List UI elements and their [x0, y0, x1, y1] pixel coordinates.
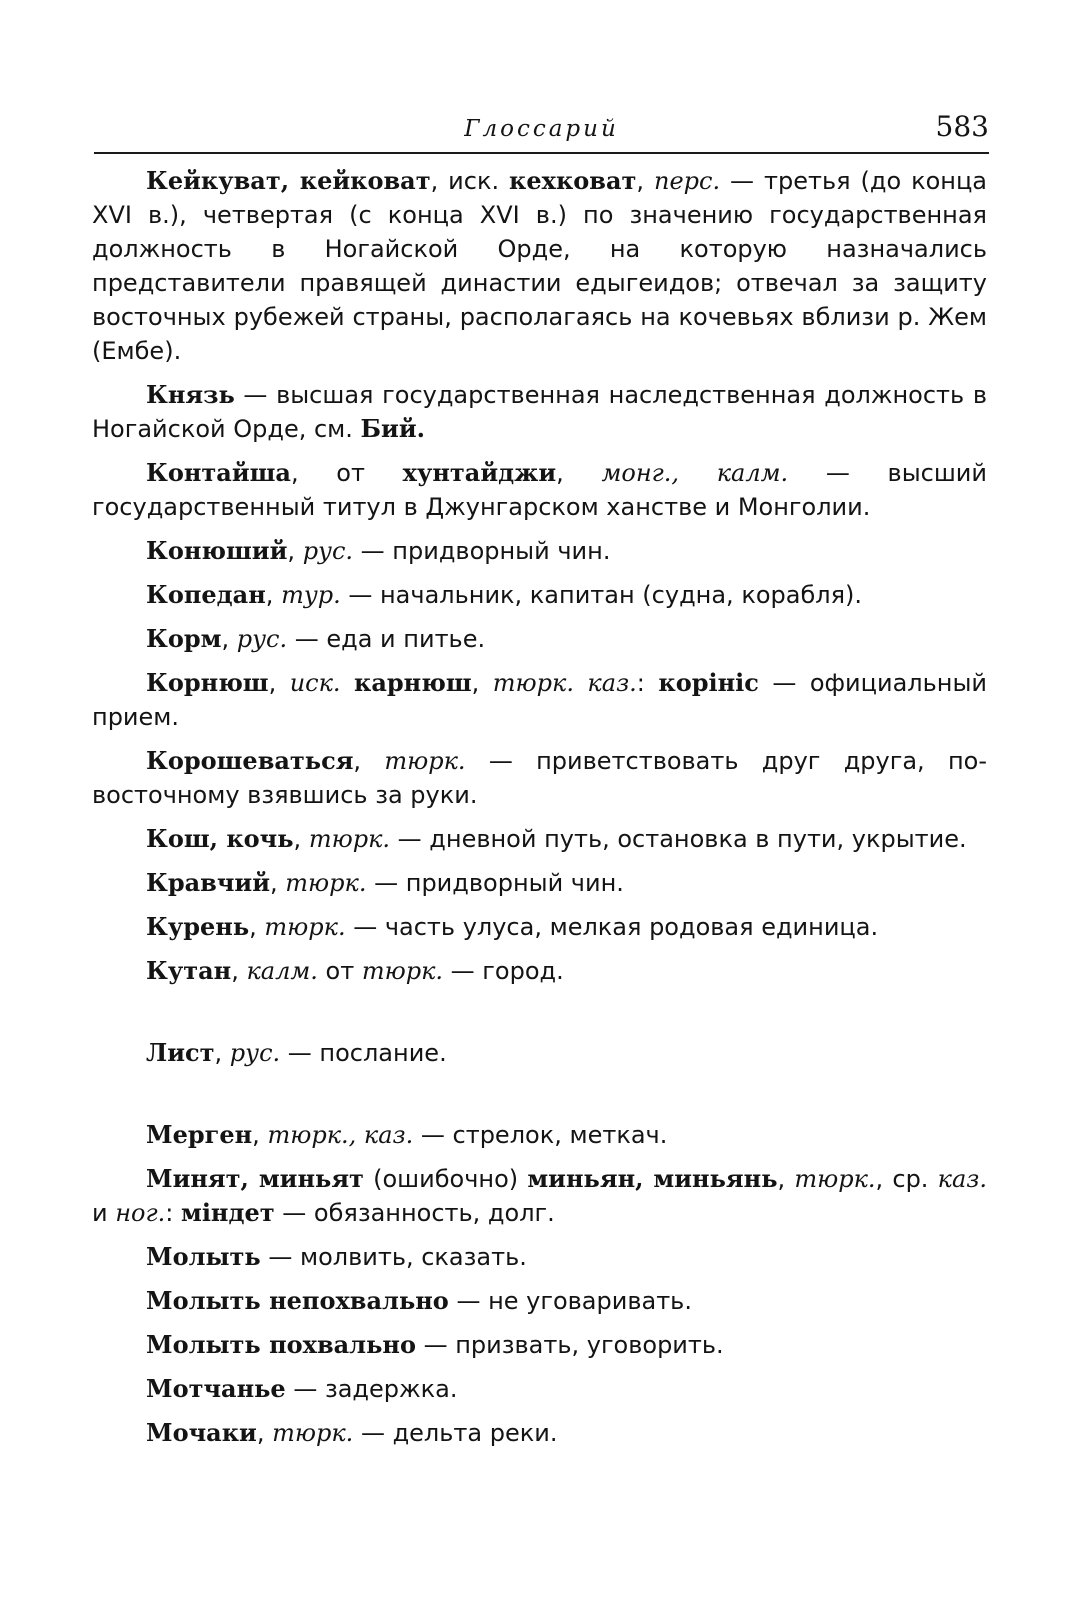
entry-term: Кравчий — [146, 868, 271, 897]
running-title: Глоссарий — [464, 116, 619, 142]
glossary-entry — [92, 622, 987, 656]
entry-text: — часть улуса, мелкая родовая единица. — [345, 913, 879, 941]
entry-term: Мочаки — [146, 1418, 257, 1447]
glossary-entry — [92, 164, 987, 368]
entry-term: миньян, миньянь — [527, 1164, 778, 1193]
entry-text: , — [214, 1039, 230, 1067]
entry-language-label: тюрк. — [264, 913, 346, 941]
entry-language-label: тюрк. — [361, 957, 444, 985]
glossary-entry — [92, 1118, 987, 1152]
entry-text: , — [293, 825, 309, 853]
entry-term: Молыть похвально — [146, 1330, 416, 1359]
entry-text: — официальный прием. — [92, 669, 987, 731]
header-rule — [94, 152, 989, 154]
entry-text: , — [252, 1121, 268, 1149]
entry-text: — придворный чин. — [366, 869, 624, 897]
entry-text: — высшая государственная наследственная должность в Ногайской Орде, см. — [92, 381, 987, 443]
entry-language-label: рус. — [302, 537, 354, 565]
entry-term: Кош, кочь — [146, 824, 294, 853]
entry-text: , иск. — [430, 167, 510, 195]
entry-language-label: рус. — [236, 625, 288, 653]
glossary-entry — [92, 378, 987, 446]
entry-language-label: тюрк. — [794, 1165, 876, 1193]
entry-term: Корнюш — [146, 668, 269, 697]
entry-term: Кейкуват, кейковат — [146, 166, 431, 195]
entry-term: Бий. — [360, 414, 426, 443]
entry-text: — город. — [443, 957, 564, 985]
entry-term: Молыть — [146, 1242, 261, 1271]
entry-text: — послание. — [280, 1039, 447, 1067]
entry-language-label: рус. — [229, 1039, 281, 1067]
entry-text: , — [471, 669, 493, 697]
glossary-entry — [92, 954, 987, 988]
entry-term: Князь — [146, 380, 235, 409]
entry-text: — молвить, сказать. — [260, 1243, 527, 1271]
entry-term: корініс — [658, 668, 759, 697]
entry-language-label: тур. — [281, 581, 341, 609]
entry-text: , — [221, 625, 237, 653]
entry-language-label: ног. — [115, 1199, 166, 1227]
entry-term: кехковат — [509, 166, 637, 195]
entry-term: Мотчанье — [146, 1374, 286, 1403]
glossary-entry — [92, 578, 987, 612]
entry-term: Лист — [146, 1038, 215, 1067]
entry-text: — третья (до конца XVI в.), четвертая (с конца XVI в.) по значению государственная должность в Ногайской Орде, на которую назначались представители правящей династии едыгеидов; отвечал за защиту восточных рубежей страны, располагаясь на кочевьях вблизи р. Жем (Ембе). — [92, 167, 987, 365]
glossary-entry — [92, 1036, 987, 1070]
entry-text: , — [249, 913, 265, 941]
entry-term: Мерген — [146, 1120, 253, 1149]
entry-term: хунтайджи — [402, 458, 557, 487]
entry-text: , — [265, 581, 282, 609]
entry-language-label: тюрк. каз. — [492, 669, 637, 697]
entry-text: — обязанность, долг. — [274, 1199, 555, 1227]
entry-text: — дневной путь, остановка в пути, укрытие. — [390, 825, 967, 853]
entry-term: Корошеваться — [146, 746, 354, 775]
entry-text: — придворный чин. — [353, 537, 611, 565]
glossary-entry — [92, 1416, 987, 1450]
glossary-entries — [92, 164, 987, 1460]
running-head — [94, 108, 989, 154]
entry-text — [341, 669, 354, 697]
entry-language-label: иск. — [289, 669, 341, 697]
glossary-entry — [92, 1372, 987, 1406]
entry-text: — призвать, уговорить. — [415, 1331, 724, 1359]
entry-text: , — [287, 537, 303, 565]
glossary-entry — [92, 456, 987, 524]
entry-text: — еда и питье. — [287, 625, 486, 653]
entry-language-label: тюрк. — [308, 825, 391, 853]
entry-text: — дельта реки. — [353, 1419, 558, 1447]
entry-language-label: тюрк. — [272, 1419, 354, 1447]
entry-language-label: монг., калм. — [601, 459, 789, 487]
entry-language-label: каз. — [937, 1165, 987, 1193]
entry-text: : — [165, 1199, 181, 1227]
glossary-entry — [92, 1240, 987, 1274]
entry-language-label: тюрк. — [384, 747, 466, 775]
entry-text: , — [777, 1165, 795, 1193]
glossary-entry — [92, 910, 987, 944]
entry-term: Копедан — [146, 580, 266, 609]
entry-term: Конюший — [146, 536, 288, 565]
entry-text: , — [556, 459, 602, 487]
glossary-entry — [92, 744, 987, 812]
glossary-entry — [92, 534, 987, 568]
entry-text: — задержка. — [285, 1375, 458, 1403]
entry-text: и — [92, 1199, 116, 1227]
entry-text: , — [256, 1419, 273, 1447]
glossary-entry — [92, 666, 987, 734]
entry-term: Молыть непохвально — [146, 1286, 449, 1315]
entry-term: Курень — [146, 912, 250, 941]
entry-term: Кутан — [146, 956, 232, 985]
entry-text: — начальник, капитан (судна, корабля). — [340, 581, 863, 609]
entry-language-label: перс. — [653, 167, 721, 195]
entry-text: — стрелок, меткач. — [413, 1121, 668, 1149]
entry-language-label: тюрк., каз. — [267, 1121, 414, 1149]
entry-text: — не уговаривать. — [448, 1287, 692, 1315]
entry-term: карнюш — [354, 668, 472, 697]
entry-text: (ошибочно) — [363, 1165, 528, 1193]
entry-text: , — [353, 747, 385, 775]
entry-text: — приветствовать друг друга, по-восточному взявшись за руки. — [92, 747, 987, 809]
entry-term: Контайша — [146, 458, 291, 487]
page-number: 583 — [935, 110, 989, 143]
entry-term: міндет — [180, 1198, 275, 1227]
glossary-entry — [92, 1162, 987, 1230]
entry-text: от — [317, 957, 362, 985]
glossary-entry — [92, 1328, 987, 1362]
entry-text: , — [636, 167, 654, 195]
glossary-entry — [92, 1284, 987, 1318]
entry-language-label: тюрк. — [285, 869, 367, 897]
entry-language-label: калм. — [246, 957, 318, 985]
entry-text: : — [636, 669, 659, 697]
entry-text: , — [270, 869, 286, 897]
glossary-entry — [92, 866, 987, 900]
entry-text: , — [268, 669, 290, 697]
entry-term: Минят, миньят — [146, 1164, 364, 1193]
entry-term: Корм — [146, 624, 222, 653]
entry-text: , ср. — [875, 1165, 938, 1193]
entry-text: , — [231, 957, 247, 985]
glossary-entry — [92, 822, 987, 856]
entry-text: , от — [290, 459, 403, 487]
entry-text: — высший государственный титул в Джунгарском ханстве и Монголии. — [92, 459, 987, 521]
